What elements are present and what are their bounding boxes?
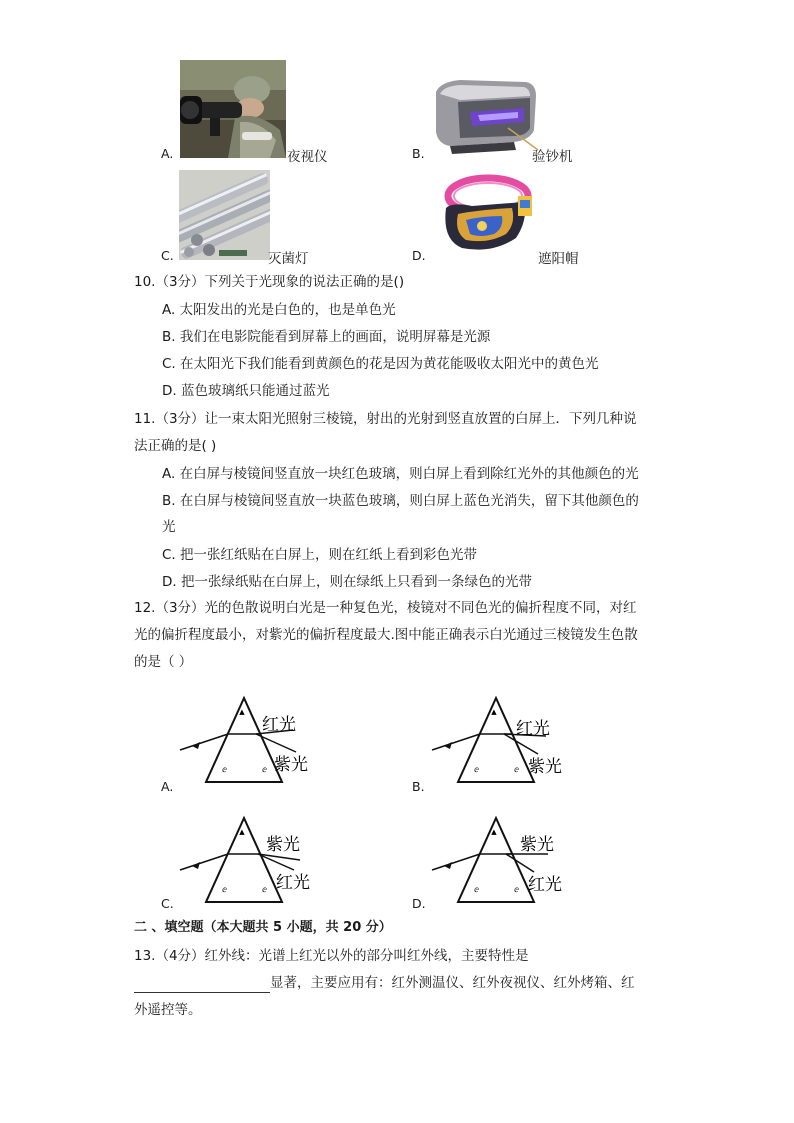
- option-b: B. 我们在电影院能看到屏幕上的画面，说明屏幕是光源: [162, 329, 491, 345]
- svg-text:▲: ▲: [491, 708, 497, 716]
- svg-text:ⅇ: ⅇ: [222, 765, 227, 774]
- svg-text:ⅇ: ⅇ: [514, 885, 519, 894]
- sterilization-lamp-image: [179, 170, 270, 260]
- svg-text:ⅇ: ⅇ: [262, 765, 267, 774]
- upper-ray-label: 红光: [516, 719, 550, 739]
- sun-visor-image: [432, 172, 536, 258]
- diagram-letter: A.: [161, 779, 174, 794]
- lower-ray-label: 红光: [528, 875, 562, 895]
- question-stem-cont: [134, 973, 635, 993]
- lower-ray-label: 红光: [276, 873, 310, 893]
- option-c: C. 把一张红纸贴在白屏上，则在红纸上看到彩色光带: [162, 547, 478, 563]
- question-stem: 12.（3分）光的色散说明白光是一种复色光，棱镜对不同色光的偏折程度不同，对红: [134, 600, 637, 616]
- question-stem-cont: 光的偏折程度最小，对紫光的偏折程度最大.图中能正确表示白光通过三棱镜发生色散: [134, 627, 638, 643]
- blank-follow-text: 显著，主要应用有：红外测温仪、红外夜视仪、红外烤箱、红: [270, 975, 635, 991]
- question-stem-cont: 的是（ ）: [134, 654, 193, 670]
- banknote-detector-icon: [430, 72, 542, 156]
- q9-option-letter: B.: [412, 146, 425, 161]
- q9-option-caption: 遮阳帽: [538, 251, 579, 267]
- option-d: D. 把一张绿纸贴在白屏上，则在绿纸上只看到一条绿色的光带: [162, 574, 532, 590]
- prism-diagram-d: [430, 812, 580, 912]
- diagram-letter: B.: [412, 779, 425, 794]
- svg-text:ⅇ: ⅇ: [474, 885, 479, 894]
- question-stem: 10.（3分）下列关于光现象的说法正确的是(): [134, 274, 405, 290]
- svg-text:▲: ▲: [239, 828, 245, 836]
- prism-diagram-a: [178, 692, 328, 792]
- svg-text:▲: ▲: [239, 708, 245, 716]
- svg-text:ⅇ: ⅇ: [262, 885, 267, 894]
- svg-text:ⅇ: ⅇ: [222, 885, 227, 894]
- sun-visor-icon: [432, 172, 536, 258]
- soldier-icon: [180, 60, 286, 158]
- lamp-tubes-icon: [179, 170, 270, 260]
- q9-option-caption: 夜视仪: [287, 149, 328, 165]
- q9-option-letter: D.: [412, 248, 426, 263]
- upper-ray-label: 红光: [262, 715, 296, 735]
- option-d: D. 蓝色玻璃纸只能通过蓝光: [162, 383, 330, 399]
- upper-ray-label: 紫光: [266, 835, 300, 855]
- banknote-detector-image: [430, 72, 542, 156]
- option-c: C. 在太阳光下我们能看到黄颜色的花是因为黄花能吸收太阳光中的黄色光: [162, 356, 599, 372]
- q9-option-caption: 灭菌灯: [268, 251, 309, 267]
- svg-text:ⅇ: ⅇ: [514, 765, 519, 774]
- option-b-cont: 光: [162, 519, 176, 535]
- q9-option-letter: C.: [161, 248, 174, 263]
- diagram-letter: C.: [161, 896, 174, 911]
- q9-option-caption: 验钞机: [532, 149, 573, 165]
- prism-diagram-c: [178, 812, 328, 912]
- svg-text:ⅇ: ⅇ: [474, 765, 479, 774]
- option-a: A. 太阳发出的光是白色的，也是单色光: [162, 302, 396, 318]
- q9-option-letter: A.: [161, 146, 174, 161]
- option-a: A. 在白屏与棱镜间竖直放一块红色玻璃，则白屏上看到除红光外的其他颜色的光: [162, 466, 639, 482]
- section-heading: 二 、填空题（本大题共 5 小题，共 20 分）: [134, 920, 392, 935]
- upper-ray-label: 紫光: [520, 835, 554, 855]
- question-stem-cont: 法正确的是( ): [134, 438, 217, 454]
- option-b: B. 在白屏与棱镜间竖直放一块蓝色玻璃，则白屏上蓝色光消失，留下其他颜色的: [162, 493, 639, 509]
- diagram-letter: D.: [412, 896, 426, 911]
- lower-ray-label: 紫光: [274, 755, 308, 775]
- prism-diagram-b: [430, 692, 580, 792]
- question-stem: 11.（3分）让一束太阳光照射三棱镜，射出的光射到竖直放置的白屏上．下列几种说: [134, 411, 637, 427]
- question-stem: 13.（4分）红外线：光谱上红光以外的部分叫红外线，主要特性是: [134, 948, 529, 964]
- svg-text:▲: ▲: [491, 828, 497, 836]
- question-stem-cont: 外遥控等。: [134, 1002, 202, 1018]
- answer-blank[interactable]: [134, 978, 270, 993]
- lower-ray-label: 紫光: [528, 757, 562, 777]
- night-vision-image: [180, 60, 286, 158]
